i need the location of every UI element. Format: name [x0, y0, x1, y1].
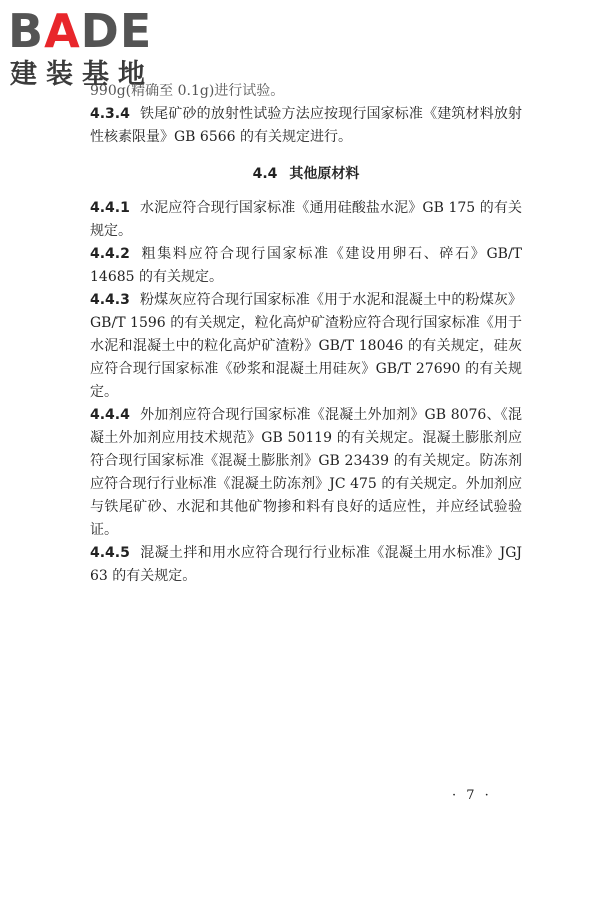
clause-continuation: [90, 80, 522, 103]
document-page: [90, 80, 522, 588]
logo-wordmark: BADE: [8, 4, 153, 58]
clause-text: 990g(精确至 0.1g)进行试验。: [90, 83, 285, 99]
logo-cjk-text: 建装基地: [10, 59, 154, 90]
clause-text: 水泥应符合现行国家标准《通用硅酸盐水泥》GB 175 的有关规定。: [90, 200, 522, 239]
section-heading: [90, 163, 522, 183]
clause-4-3-4: [90, 103, 522, 149]
clause-text: 粗集料应符合现行国家标准《建设用卵石、碎石》GB/T 14685 的有关规定。: [90, 246, 522, 285]
clause-text: 粉煤灰应符合现行国家标准《用于水泥和混凝土中的粉煤灰》GB/T 1596 的有关规定，粒化高炉矿渣粉应符合现行国家标准《用于水泥和混凝土中的粒化高炉矿渣粉》GB/T 18046 的有关规定，硅灰应符合现行国家标准《砂浆和混凝土用硅灰》GB/T 27690 的有关规定。: [90, 292, 522, 400]
clause-text: 铁尾矿砂的放射性试验方法应按现行国家标准《建筑材料放射性核素限量》GB 6566 的有关规定进行。: [90, 106, 522, 145]
clause-4-4-5: [90, 542, 522, 588]
page-number: · 7 ·: [452, 788, 492, 803]
clause-4-4-1: [90, 197, 522, 243]
clause-number: 4.4.4: [90, 407, 130, 423]
clause-4-4-2: [90, 243, 522, 289]
clause-number: 4.3.4: [90, 106, 130, 122]
clause-text: 混凝土拌和用水应符合现行行业标准《混凝土用水标准》JGJ 63 的有关规定。: [90, 545, 522, 584]
clause-number: 4.4.3: [90, 292, 130, 308]
clause-text: 外加剂应符合现行国家标准《混凝土外加剂》GB 8076、《混凝土外加剂应用技术规范》GB 50119 的有关规定。混凝土膨胀剂应符合现行国家标准《混凝土膨胀剂》GB 23439 的有关规定。防冻剂应符合现行行业标准《混凝土防冻剂》JC 475 的有关规定。外加剂应与铁尾矿砂、水泥和其他矿物掺和料有良好的适应性，并应经试验验证。: [90, 407, 522, 538]
clause-4-4-4: [90, 404, 522, 542]
clause-number: 4.4.5: [90, 545, 130, 561]
clause-number: 4.4.2: [90, 246, 130, 262]
clause-number: 4.4.1: [90, 200, 130, 216]
clause-4-4-3: [90, 289, 522, 404]
section-title: 其他原材料: [289, 166, 360, 182]
section-number: 4.4: [252, 166, 278, 182]
